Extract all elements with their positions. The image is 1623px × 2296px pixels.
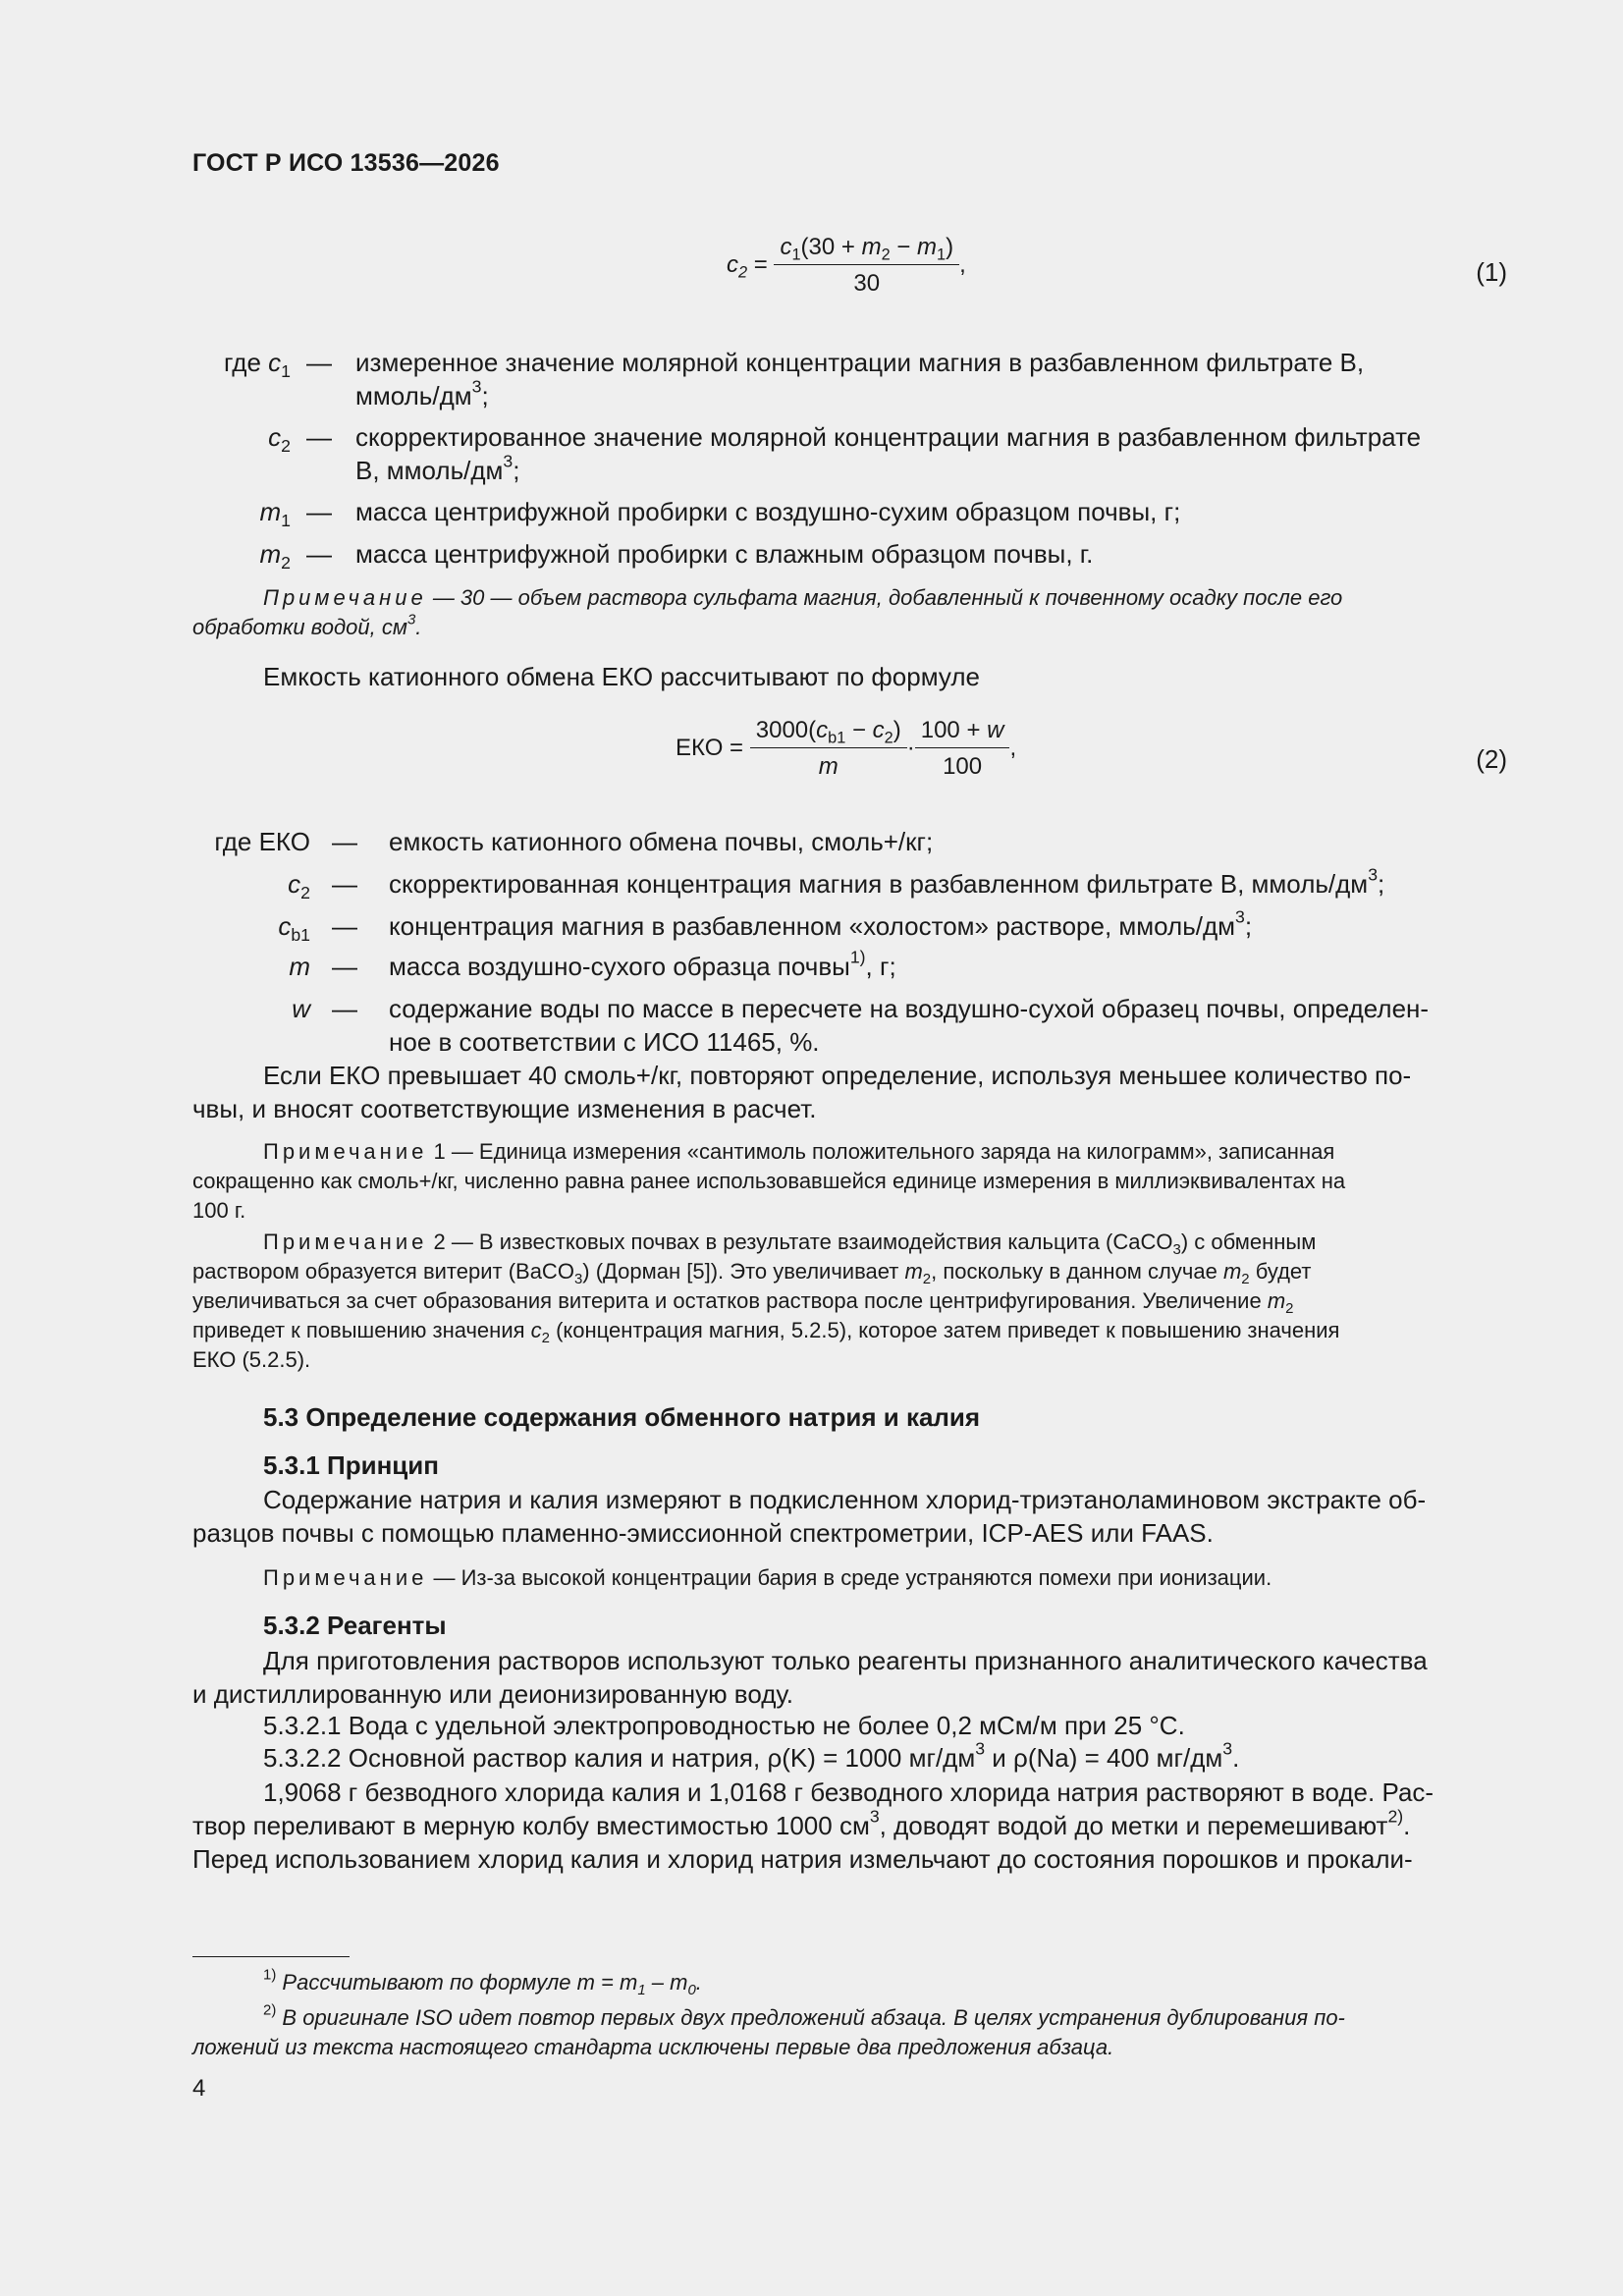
formula-2-number: (2) [1476,744,1507,774]
section-5-3-2-text: Для приготовления растворов используют только реагенты признанного аналитического качества и дистиллированную или деионизированную воду. [192,1646,1428,1709]
section-5-3-2-heading: 5.3.2 Реагенты [263,1611,447,1640]
section-5-3-2-2: 5.3.2.2 Основной раствор калия и натрия, ρ(K) = 1000 $мг/дм^3$ и ρ(Na) = 400 $мг/дм^3$. [263,1738,1240,1773]
formula-2: ЕКО = $\frac{3000(c_{b1} - c_2)}{m}$ · $\frac{100 + w}{100}$ , [676,717,1017,780]
section-5-3-heading: 5.3 Определение содержания обменного натрия и калия [263,1402,981,1432]
formula-1: $c_2$ = $\frac{c_1(30 + m_2 - m_1)}{30}$ , [727,234,966,297]
formula-1-lhs: $c_2$ [727,250,748,282]
formula-1-number: (1) [1476,257,1507,287]
section-5-3-1-text: Содержание натрия и калия измеряют в подкисленном хлорид-триэтаноламиновом экстракте об- разцов почвы с помощью пламенно-эмиссионной спектрометрии, ICP-AES или FAAS. [192,1485,1427,1548]
formula-2-fraction-b: $\frac{100 + w}{100}$ [915,717,1010,781]
section-5-3-2-2-text: 1,9068 г безводного хлорида калия и 1,0168 г безводного хлорида натрия растворяют в воде. Рас- твор переливают в мерную колбу вместимостью 1000 $см^3$, доводят водой до метки и перемешивают$^{2)}$. Перед использованием хлорид калия и хлорид натрия измельчают до состояния порошков и прокали- [192,1777,1434,1874]
document-header: ГОСТ Р ИСО 13536—2026 [192,149,500,177]
note-solution-volume: Примечание — 30 — объем раствора сульфата магния, добавленный к почвенному осадку после его обработки водой, $см^3$. [192,585,1343,639]
section-5-3-1-heading: 5.3.1 Принцип [263,1450,439,1480]
section-5-3-2-1: 5.3.2.1 Вода с удельной электропроводностью не более 0,2 мСм/м при 25 °С. [263,1711,1185,1740]
definition-c2: $c_2$ — скорректированное значение молярной концентрации магния в разбавленном фильтрате В, ммоль/$дм^3$; [268,422,1422,485]
formula-2-fraction-a: $\frac{3000(c_{b1} - c_2)}{m}$ [750,717,907,781]
note-1: Примечание 1 — Единица измерения «сантимоль положительного заряда на килограмм», записанная сокращенно как смоль+/кг, численно равна ранее использовавшейся единице измерения в миллиэквивалентах на 100 г. [192,1139,1346,1223]
paragraph-eko-over-40: Если ЕКО превышает 40 смоль+/кг, повторяют определение, используя меньшее количество по- чвы, и вносят соответствующие изменения в расчет. [192,1061,1412,1123]
paragraph-eko-formula: Емкость катионного обмена ЕКО рассчитывают по формуле [263,662,980,691]
definition-w: w — содержание воды по массе в пересчете на воздушно-сухой образец почвы, определен- ное в соответствии с ИСО 11465, %. [292,994,1430,1057]
formula-1-fraction: $\frac{c_1(30 + m_2 - m_1)}{30}$ [774,234,959,298]
footnote-separator [192,1956,350,1957]
document-page: ГОСТ Р ИСО 13536—2026 $c_2$ = $\frac{c_1(30 + m_2 - m_1)}{30}$ , (1) где $c_1$ — измеренное значение молярной концентрации магния в разбавленном фильтрате В, ммоль/$дм^3$; $c_2$ — скорректированное значение молярной концентрации магния в разбавленном фильтрате В, ммоль/$дм^3$; $m_1$ — масса центрифужной пробирки с воздушно-сухим образцом почвы, г; $m_2$ — масса центрифужной пробирки с влажным образцом почвы, г. Примечание — 30 — объем раствора сульфата магния, добавленный к почвенному осадку после его обработки водой, $см^3$. Емкость катионного обмена ЕКО рассчитывают по формуле ЕКО = $\frac{3000(c_{b1} - c_2)}{m}$ · $\frac{100 + w}{100}$ , (2) где ЕКО — емкость катионного обмена почвы, смоль+/кг; $c_2$ — скорректированная концентрация магния в разбавленном фильтрате В, ммоль/$дм^3$; $c_{b1}$ — концентрация магния в разбавленном «холостом» растворе, ммоль/$дм^3$; m — масса воздушно-сухого образца почвы$^{1)}$, г; w — содержание воды по массе в пересчете на воздушно-сухой образец почвы, определен- ное в соответствии с ИСО 11465, %. Если ЕКО превышает 40 смоль+/кг, повторяют определение, используя меньшее количество по- чвы, и вносят соответствующие изменения в расчет. Примечание 1 — Единица измерения «сантимоль положительного заряда на килограмм», записанная сокращенно как смоль+/кг, численно равна ранее использовавшейся единице измерения в миллиэквивалентах на 100 г. Примечание 2 — В известковых почвах в результате взаимодействия кальцита (CaCO$_3$) с обменным раствором образуется витерит (BaCO$_3$) (Дорман [5]). Это увеличивает $m_2$, поскольку в данном случае $m_2$ будет увеличиваться за счет образования витерита и остатков раствора после центрифугирования. Увеличение $m_2$ приведет к повышению значения $c_2$ (концентрация магния, 5.2.5), которое затем приведет к повышению значения ЕКО (5.2.5). 5.3 Определение содержания обменного натрия и калия 5.3.1 Принцип Содержание натрия и калия измеряют в подкисленном хлорид-триэтаноламиновом экстракте об- разцов почвы с помощью пламенно-эмиссионной спектрометрии, ICP-AES или FAAS. Примечание — Из-за высокой концентрации бария в среде устраняются помехи при ионизации. 5.3.2 Реагенты Для приготовления растворов используют только реагенты признанного аналитического качества и дистиллированную или деионизированную воду. 5.3.2.1 Вода с удельной электропроводностью не более 0,2 мСм/м при 25 °С. 5.3.2.2 Основной раствор калия и натрия, ρ(K) = 1000 $мг/дм^3$ и ρ(Na) = 400 $мг/дм^3$. 1,9068 г безводного хлорида калия и 1,0168 г безводного хлорида натрия растворяют в воде. Рас- твор переливают в мерную колбу вместимостью 1000 $см^3$, доводят водой до метки и перемешивают$^{2)}$. Перед использованием хлорид калия и хлорид натрия измельчают до состояния порошков и прокали- $^{1)}$ Рассчитывают по формуле $m = m_1 - m_0$. $^{2)}$ В оригинале ISO идет повтор первых двух предложений абзаца. В целях устранения дублирования по- ложений из текста настоящего стандарта исключены первые два предложения абзаца. 4 [0,0,1623,2296]
definition-c1: где $c_1$ — измеренное значение молярной концентрации магния в разбавленном фильтрате В, ммоль/$дм^3$; [223,348,1365,410]
note-ionization: Примечание — Из-за высокой концентрации бария в среде устраняются помехи при ионизации. [263,1565,1272,1590]
page-number: 4 [192,2075,206,2102]
footnote-1: $^{1)}$ Рассчитывают по формуле $m = m_1 - m_0$. [263,1966,702,1999]
footnote-2: $^{2)}$ В оригинале ISO идет повтор первых двух предложений абзаца. В целях устранения дублирования по- ложений из текста настоящего стандарта исключены первые два предложения абзаца. [192,2001,1345,2059]
note-2: Примечание 2 — В известковых почвах в результате взаимодействия кальцита (CaCO$_3$) с обменным раствором образуется витерит (BaCO$_3$) (Дорман [5]). Это увеличивает $m_2$, поскольку в данном случае $m_2$ будет увеличиваться за счет образования витерита и остатков раствора после центрифугирования. Увеличение $m_2$ приведет к повышению значения $c_2$ (концентрация магния, 5.2.5), которое затем приведет к повышению значения ЕКО (5.2.5). [192,1230,1340,1372]
